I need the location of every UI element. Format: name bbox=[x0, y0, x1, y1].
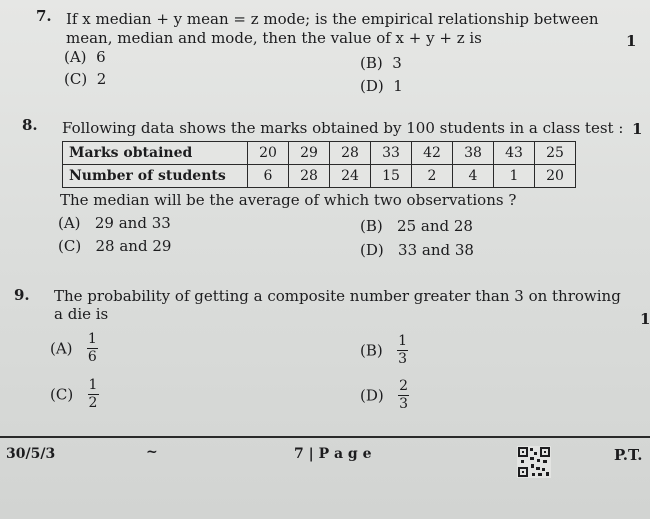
table-header-cell: Marks obtained bbox=[63, 142, 248, 165]
table-row bbox=[63, 142, 576, 165]
table-cell: 6 bbox=[248, 165, 289, 188]
q7-option-c: (C) 2 bbox=[64, 70, 107, 88]
table-cell: 33 bbox=[371, 142, 412, 165]
q7-option-d: (D) 1 bbox=[360, 77, 403, 95]
table-cell: 28 bbox=[289, 165, 330, 188]
q9-option-d: (D) $\frac{2}{3}$ bbox=[360, 378, 408, 412]
q9-option-a: (A) $\frac{1}{6}$ bbox=[50, 331, 97, 365]
table-cell: 28 bbox=[330, 142, 371, 165]
q8-option-c: (C) 28 and 29 bbox=[58, 237, 172, 255]
q9-option-c: (C) $\frac{1}{2}$ bbox=[50, 377, 98, 411]
table-cell: 42 bbox=[412, 142, 453, 165]
fraction: $\frac{1}{6}$ bbox=[87, 331, 97, 365]
q9-number: 9. bbox=[14, 286, 30, 304]
q9-text-line2: a die is bbox=[54, 305, 109, 323]
please-turn-over: P.T. bbox=[614, 446, 643, 464]
q9-text-line1: The probability of getting a composite number greater than 3 on throwing bbox=[54, 287, 621, 305]
q8-option-a: (A) 29 and 33 bbox=[58, 214, 171, 232]
q7-text-line2: mean, median and mode, then the value of x + y + z is bbox=[66, 29, 482, 47]
fraction: $\frac{1}{3}$ bbox=[398, 333, 407, 367]
table-cell: 15 bbox=[371, 165, 412, 188]
q9-option-b: (B) $\frac{1}{3}$ bbox=[360, 333, 407, 367]
q8-marks: 1 bbox=[632, 120, 643, 138]
paper-code: 30/5/3 bbox=[6, 446, 56, 462]
q7-option-a: (A) 6 bbox=[64, 48, 106, 66]
q8-text-line1: Following data shows the marks obtained by 100 students in a class test : bbox=[62, 119, 624, 137]
q8-number: 8. bbox=[22, 116, 38, 134]
table-cell: 38 bbox=[453, 142, 494, 165]
fraction: $\frac{2}{3}$ bbox=[399, 378, 408, 412]
q7-number: 7. bbox=[36, 7, 52, 25]
q8-option-d: (D) 33 and 38 bbox=[360, 241, 474, 259]
table-row bbox=[63, 165, 576, 188]
fraction: $\frac{1}{2}$ bbox=[88, 377, 98, 411]
table-header-cell: Number of students bbox=[63, 165, 248, 188]
q9-marks: 1 bbox=[640, 310, 650, 328]
table-cell: 20 bbox=[248, 142, 289, 165]
table-cell: 4 bbox=[453, 165, 494, 188]
page-number: 7 | P a g e bbox=[294, 446, 372, 462]
table-cell: 24 bbox=[330, 165, 371, 188]
q7-option-b: (B) 3 bbox=[360, 54, 402, 72]
q7-marks: 1 bbox=[626, 32, 637, 50]
table-cell: 25 bbox=[535, 142, 576, 165]
table-cell: 43 bbox=[494, 142, 535, 165]
q7-text-line1: If x median + y mean = z mode; is the empirical relationship between bbox=[66, 10, 599, 28]
q8-text-line2: The median will be the average of which two observations ? bbox=[60, 191, 517, 209]
table-cell: 1 bbox=[494, 165, 535, 188]
marks-table bbox=[62, 141, 576, 188]
q8-option-b: (B) 25 and 28 bbox=[360, 217, 473, 235]
table-cell: 2 bbox=[412, 165, 453, 188]
tilde-mark: ~ bbox=[146, 444, 158, 460]
table-cell: 29 bbox=[289, 142, 330, 165]
qr-code-icon bbox=[517, 446, 551, 478]
footer-divider bbox=[0, 436, 650, 438]
table-cell: 20 bbox=[535, 165, 576, 188]
